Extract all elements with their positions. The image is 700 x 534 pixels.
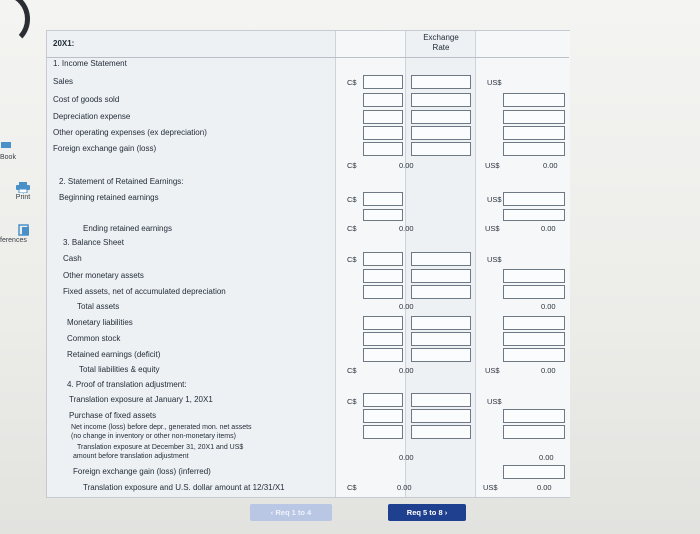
next-req-label: Req 5 to 8 xyxy=(406,508,443,517)
row-label-fx-inferred: Foreign exchange gain (loss) (inferred) xyxy=(73,467,211,476)
row-label-retained-deficit: Retained earnings (deficit) xyxy=(67,350,161,359)
re-deficit-rate-input[interactable] xyxy=(411,348,471,362)
sidebar-print-label: Print xyxy=(15,194,31,201)
references-icon xyxy=(18,224,30,236)
row-label-exposure-final: Translation exposure and U.S. dollar amount at 12/31/X1 xyxy=(83,483,285,492)
common-stock-cad-input[interactable] xyxy=(363,332,403,346)
row-label-exposure-dec-line2: amount before translation adjustment xyxy=(73,453,189,460)
cad-symbol: C$ xyxy=(347,366,357,375)
other-monetary-rate-input[interactable] xyxy=(411,269,471,283)
net-income-cad-total: 0.00 xyxy=(399,161,414,170)
cad-symbol: C$ xyxy=(347,78,357,87)
fxgain-rate-input[interactable] xyxy=(411,142,471,156)
usd-symbol: US$ xyxy=(487,195,502,204)
row-label-common-stock: Common stock xyxy=(67,334,121,343)
row-label-exposure-jan: Translation exposure at January 1, 20X1 xyxy=(69,395,213,404)
total-liab-equity-usd: 0.00 xyxy=(541,366,556,375)
common-stock-rate-input[interactable] xyxy=(411,332,471,346)
re-deficit-usd-input[interactable] xyxy=(503,348,565,362)
row-label-beginning-re: Beginning retained earnings xyxy=(59,193,159,202)
cogs-rate-input[interactable] xyxy=(411,93,471,107)
row-label-depreciation: Depreciation expense xyxy=(53,112,131,121)
row-label-cogs: Cost of goods sold xyxy=(53,95,120,104)
depreciation-cad-input[interactable] xyxy=(363,110,403,124)
cad-symbol: C$ xyxy=(347,224,357,233)
cad-symbol: C$ xyxy=(347,397,357,406)
prev-req-label: Req 1 to 4 xyxy=(275,508,312,517)
cad-symbol: C$ xyxy=(347,195,357,204)
sidebar-item-references[interactable] xyxy=(0,224,46,244)
worksheet-table xyxy=(46,30,570,498)
other-monetary-usd-input[interactable] xyxy=(503,269,565,283)
usd-symbol: US$ xyxy=(485,366,500,375)
section-proof: 4. Proof of translation adjustment: xyxy=(67,380,187,389)
usd-symbol: US$ xyxy=(483,483,498,492)
sidebar xyxy=(0,0,46,534)
purchase-fixed-rate-input[interactable] xyxy=(411,409,471,423)
section-income-statement: 1. Income Statement xyxy=(53,59,127,68)
row-label-total-liab-equity: Total liabilities & equity xyxy=(79,365,160,374)
usd-symbol: US$ xyxy=(485,224,500,233)
ending-re-cad-total: 0.00 xyxy=(399,224,414,233)
cad-symbol: C$ xyxy=(347,161,357,170)
net-income-rate-input[interactable] xyxy=(411,425,471,439)
cogs-cad-input[interactable] xyxy=(363,93,403,107)
fixed-assets-rate-input[interactable] xyxy=(411,285,471,299)
usd-symbol: US$ xyxy=(487,255,502,264)
chevron-left-icon: ‹ xyxy=(270,508,276,517)
beginning-re-usd-input[interactable] xyxy=(503,192,565,206)
cad-symbol: C$ xyxy=(347,483,357,492)
opex-usd-input[interactable] xyxy=(503,126,565,140)
sidebar-item-print[interactable] xyxy=(0,182,46,201)
re-extra-cad-input[interactable] xyxy=(363,209,403,221)
exposure-dec-cad: 0.00 xyxy=(399,453,414,462)
row-label-monetary-liabilities: Monetary liabilities xyxy=(67,318,133,327)
exposure-final-cad: 0.00 xyxy=(397,483,412,492)
usd-symbol: US$ xyxy=(487,397,502,406)
row-label-total-assets: Total assets xyxy=(77,302,120,311)
exchange-rate-header: Exchange Rate xyxy=(423,33,459,52)
cad-symbol: C$ xyxy=(347,255,357,264)
exposure-jan-cad-input[interactable] xyxy=(363,393,403,407)
section-balance-sheet: 3. Balance Sheet xyxy=(63,238,124,247)
sidebar-book-label: Book xyxy=(0,154,16,161)
exposure-jan-rate-input[interactable] xyxy=(411,393,471,407)
net-income-cad-input[interactable] xyxy=(363,425,403,439)
opex-rate-input[interactable] xyxy=(411,126,471,140)
net-income-usd-total: 0.00 xyxy=(543,161,558,170)
section-retained-earnings: 2. Statement of Retained Earnings: xyxy=(59,177,184,186)
chevron-right-icon: › xyxy=(442,508,448,517)
exposure-dec-usd: 0.00 xyxy=(539,453,554,462)
depreciation-usd-input[interactable] xyxy=(503,110,565,124)
purchase-fixed-usd-input[interactable] xyxy=(503,409,565,423)
total-assets-usd: 0.00 xyxy=(541,302,556,311)
exposure-final-usd: 0.00 xyxy=(537,483,552,492)
depreciation-rate-input[interactable] xyxy=(411,110,471,124)
row-label-other-monetary: Other monetary assets xyxy=(63,271,144,280)
row-label-sales: Sales xyxy=(53,77,74,86)
row-label-fx-gain: Foreign exchange gain (loss) xyxy=(53,144,157,153)
net-income-usd-input[interactable] xyxy=(503,425,565,439)
loading-arc-icon xyxy=(0,0,30,46)
fxgain-usd-input[interactable] xyxy=(503,142,565,156)
row-label-cash: Cash xyxy=(63,254,82,263)
re-extra-usd-input[interactable] xyxy=(503,209,565,221)
beginning-re-cad-input[interactable] xyxy=(363,192,403,206)
printer-icon xyxy=(16,182,30,193)
total-assets-cad: 0.00 xyxy=(399,302,414,311)
row-label-other-opex: Other operating expenses (ex depreciation) xyxy=(53,128,207,137)
sales-rate-input[interactable] xyxy=(411,75,471,89)
cash-cad-input[interactable] xyxy=(363,252,403,266)
row-label-ending-re: Ending retained earnings xyxy=(83,224,172,233)
fixed-assets-cad-input[interactable] xyxy=(363,285,403,299)
ending-re-usd-total: 0.00 xyxy=(541,224,556,233)
row-label-purchase-fixed: Purchase of fixed assets xyxy=(69,411,157,420)
book-icon xyxy=(1,142,11,148)
sales-cad-input[interactable] xyxy=(363,75,403,89)
fxgain-cad-input[interactable] xyxy=(363,142,403,156)
common-stock-usd-input[interactable] xyxy=(503,332,565,346)
cash-rate-input[interactable] xyxy=(411,252,471,266)
header-divider xyxy=(47,57,569,58)
mon-liab-cad-input[interactable] xyxy=(363,316,403,330)
sidebar-references-label: ferences xyxy=(0,237,27,244)
mon-liab-rate-input[interactable] xyxy=(411,316,471,330)
row-label-exposure-dec-line1: Translation exposure at December 31, 20X1 and US$ xyxy=(77,444,244,451)
usd-symbol: US$ xyxy=(487,78,502,87)
total-liab-equity-cad: 0.00 xyxy=(399,366,414,375)
next-req-button[interactable] xyxy=(388,504,466,521)
fixed-assets-usd-input[interactable] xyxy=(503,285,565,299)
mon-liab-usd-input[interactable] xyxy=(503,316,565,330)
fx-inferred-usd-input[interactable] xyxy=(503,465,565,479)
re-deficit-cad-input[interactable] xyxy=(363,348,403,362)
row-label-net-income-line1: Net income (loss) before depr., generated mon. net assets xyxy=(71,424,252,431)
cogs-usd-input[interactable] xyxy=(503,93,565,107)
row-label-fixed-assets: Fixed assets, net of accumulated depreciation xyxy=(63,287,226,296)
other-monetary-cad-input[interactable] xyxy=(363,269,403,283)
usd-symbol: US$ xyxy=(485,161,500,170)
row-label-net-income-line2: (no change in inventory or other non-monetary items) xyxy=(71,433,236,440)
opex-cad-input[interactable] xyxy=(363,126,403,140)
year-title: 20X1: xyxy=(53,39,75,48)
purchase-fixed-cad-input[interactable] xyxy=(363,409,403,423)
prev-req-button[interactable] xyxy=(250,504,332,521)
